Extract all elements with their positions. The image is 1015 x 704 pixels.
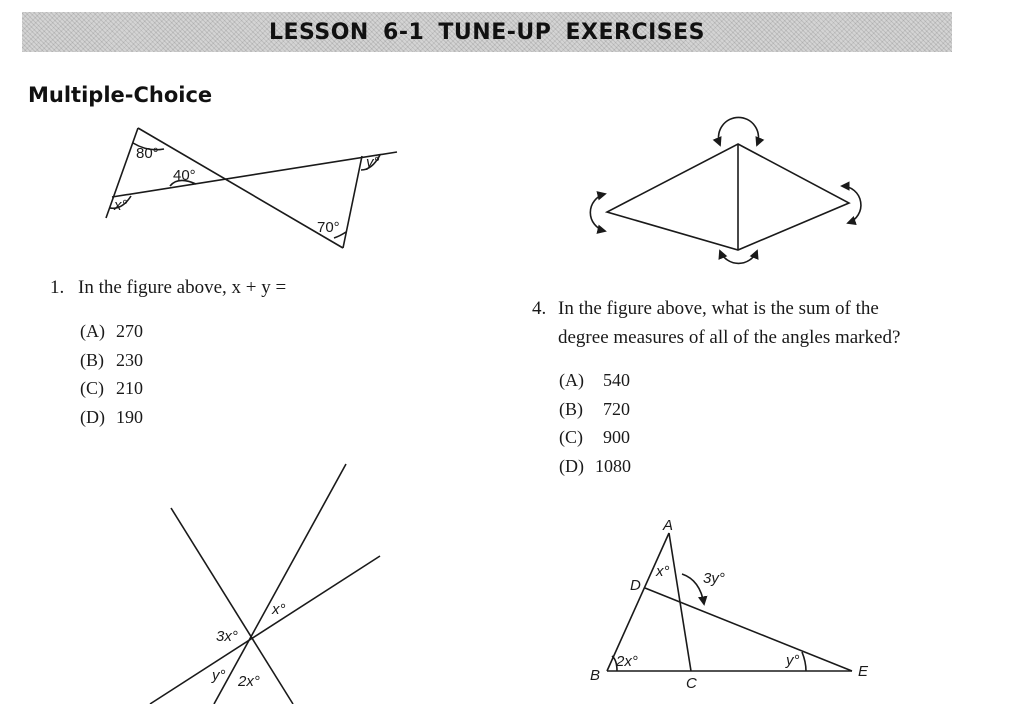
q4-choice-a[interactable]: (A) 540 [559,370,630,390]
fig5-arc-y [802,652,806,671]
fig1-label-40: 40° [173,167,196,184]
q1-choice-d[interactable]: (D) 190 [80,406,143,427]
fig5-label-B: B [590,667,601,684]
fig5-label-E: E [858,663,869,680]
lesson-title: LESSON 6-1 TUNE-UP EXERCISES [268,20,706,45]
fig1-label-x: x° [114,197,128,214]
fig5-label-A: A [663,517,674,534]
question-1-text: In the figure above, x + y = [78,277,287,298]
fig5-label-y: y° [786,652,800,669]
q4-choice-c[interactable]: (C) 900 [559,427,630,447]
fig1-label-y: y° [366,154,380,171]
fig3-label-x: x° [272,601,286,618]
fig1-label-80: 80° [136,145,159,162]
fig1-label-70: 70° [317,219,340,236]
q4-choice-d[interactable]: (D) 1080 [559,455,631,476]
question-4-line-1: In the figure above, what is the sum of the [558,298,879,319]
fig3-label-2x: 2x° [238,673,260,690]
fig5-segment-DE [645,588,852,671]
fig5-label-3y: 3y° [703,570,725,587]
fig5-arrow-3y [682,574,704,604]
fig5-label-C: C [686,675,697,692]
fig3-label-3x: 3x° [216,628,238,645]
fig3-label-y: y° [212,667,226,684]
q1-choice-b[interactable]: (B) 230 [80,349,143,370]
question-4-line-2: degree measures of all of the angles marked? [558,327,901,348]
q1-choice-c[interactable]: (C) 210 [80,378,143,398]
q1-choice-a[interactable]: (A) 270 [80,321,143,341]
fig5-label-2x: 2x° [616,653,638,670]
section-title: Multiple-Choice [28,83,213,107]
q4-choice-b[interactable]: (B) 720 [559,398,630,419]
question-4-number: 4. [532,298,547,319]
fig5-side-AB [607,533,669,671]
fig5-label-x: x° [656,563,670,580]
question-1-number: 1. [50,277,65,298]
fig5-label-D: D [630,577,641,594]
